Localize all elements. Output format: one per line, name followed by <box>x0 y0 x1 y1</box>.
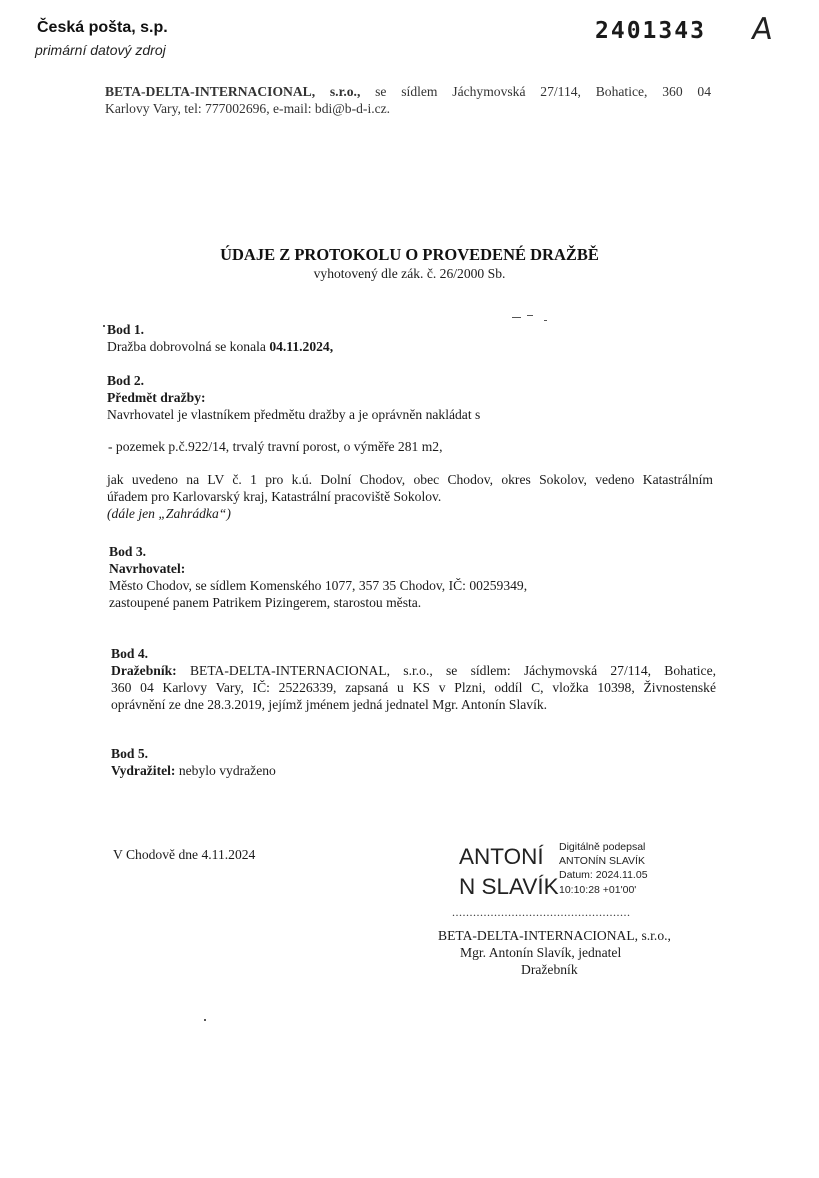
auction-date: 04.11.2024, <box>269 339 334 354</box>
signature-time: 10:10:28 +01'00' <box>559 883 637 896</box>
company-name: BETA-DELTA-INTERNACIONAL, s.r.o., <box>105 84 361 99</box>
scan-speck <box>544 320 547 321</box>
signature-name-line1: ANTONÍ <box>459 844 544 869</box>
signature-person: Mgr. Antonín Slavík, jednatel <box>460 945 622 960</box>
bod2-item: - pozemek p.č.922/14, trvalý travní porost, o výměře 281 m2, <box>108 439 443 454</box>
bod4-label: Bod 4. <box>111 646 149 661</box>
post-office-name: Česká pošta, s.p. <box>37 19 168 36</box>
scan-speck <box>512 317 521 318</box>
digital-signature-name <box>459 842 559 902</box>
bod2-description <box>107 471 713 522</box>
bod1-sentence: Dražba dobrovolná se konala <box>107 339 270 354</box>
bod2-line1: Navrhovatel je vlastníkem předmětu dražby a je oprávněn nakládat s <box>107 407 481 422</box>
bod2-desc-line2: úřadem pro Karlovarský kraj, Katastrální pracoviště Sokolov. <box>107 489 442 504</box>
signature-line: ................................................... <box>452 905 631 919</box>
bod1-label: Bod 1. <box>107 322 145 337</box>
bod5-label: Bod 5. <box>111 746 149 761</box>
bod5-text <box>111 762 276 779</box>
bod3-line2: zastoupené panem Patrikem Pizingerem, starostou města. <box>109 595 422 610</box>
signature-label: Digitálně podepsal <box>559 841 646 853</box>
bod2-desc-line1: jak uvedeno na LV č. 1 pro k.ú. Dolní Chodov, obec Chodov, okres Sokolov, vedeno Katastrálním <box>107 472 713 487</box>
bod3-label: Bod 3. <box>109 544 147 559</box>
document-letter-handwritten: A <box>749 12 775 47</box>
bod4-line1-text: BETA-DELTA-INTERNACIONAL, s.r.o., se sídlem: Jáchymovská 27/114, Bohatice, <box>176 663 716 678</box>
scan-speck <box>204 1019 206 1021</box>
bod3-line1: Město Chodov, se sídlem Komenského 1077, 357 35 Chodov, IČ: 00259349, <box>109 578 528 593</box>
document-title: ÚDAJE Z PROTOKOLU O PROVEDENÉ DRAŽBĚ <box>220 245 599 264</box>
place-and-date: V Chodově dne 4.11.2024 <box>113 847 256 862</box>
signature-role: Dražebník <box>521 962 578 977</box>
bod4-line3: oprávnění ze dne 28.3.2019, jejímž jménem jedná jednatel Mgr. Antonín Slavík. <box>111 697 548 712</box>
bod3-heading: Navrhovatel: <box>109 561 186 576</box>
bod4-line2: 360 04 Karlovy Vary, IČ: 25226339, zapsaná u KS v Plzni, oddíl C, vložka 10398, Živnostenské <box>111 680 716 695</box>
digital-signature-info <box>559 840 648 897</box>
bod2-heading: Předmět dražby: <box>107 390 206 405</box>
company-header <box>105 83 711 117</box>
bod4-text <box>111 662 716 713</box>
bod1-text <box>107 338 333 355</box>
company-address: se sídlem Jáchymovská 27/114, Bohatice, 360 04 <box>360 84 711 99</box>
company-contact: Karlovy Vary, tel: 777002696, e-mail: bdi@b-d-i.cz. <box>105 101 391 116</box>
document-number-stamp: 2401343 <box>595 18 706 44</box>
post-office-subtitle: primární datový zdroj <box>35 42 166 58</box>
bod5-value: nebylo vydraženo <box>175 763 276 778</box>
document-subtitle: vyhotovený dle zák. č. 26/2000 Sb. <box>313 266 506 281</box>
signature-signer: ANTONÍN SLAVÍK <box>559 855 645 868</box>
scan-speck <box>527 315 533 316</box>
bod4-line1 <box>111 662 716 679</box>
bod2-label: Bod 2. <box>107 373 145 388</box>
signature-date: Datum: 2024.11.05 <box>559 869 648 882</box>
signature-name-line2: N SLAVÍK <box>459 874 559 899</box>
bod5-heading: Vydražitel: <box>111 763 176 778</box>
company-header-line1 <box>105 83 711 100</box>
bod4-heading: Dražebník: <box>111 663 177 678</box>
signature-company: BETA-DELTA-INTERNACIONAL, s.r.o., <box>438 928 671 943</box>
bod2-desc-line3: (dále jen „Zahrádka“) <box>107 506 231 521</box>
scan-speck <box>103 325 105 327</box>
